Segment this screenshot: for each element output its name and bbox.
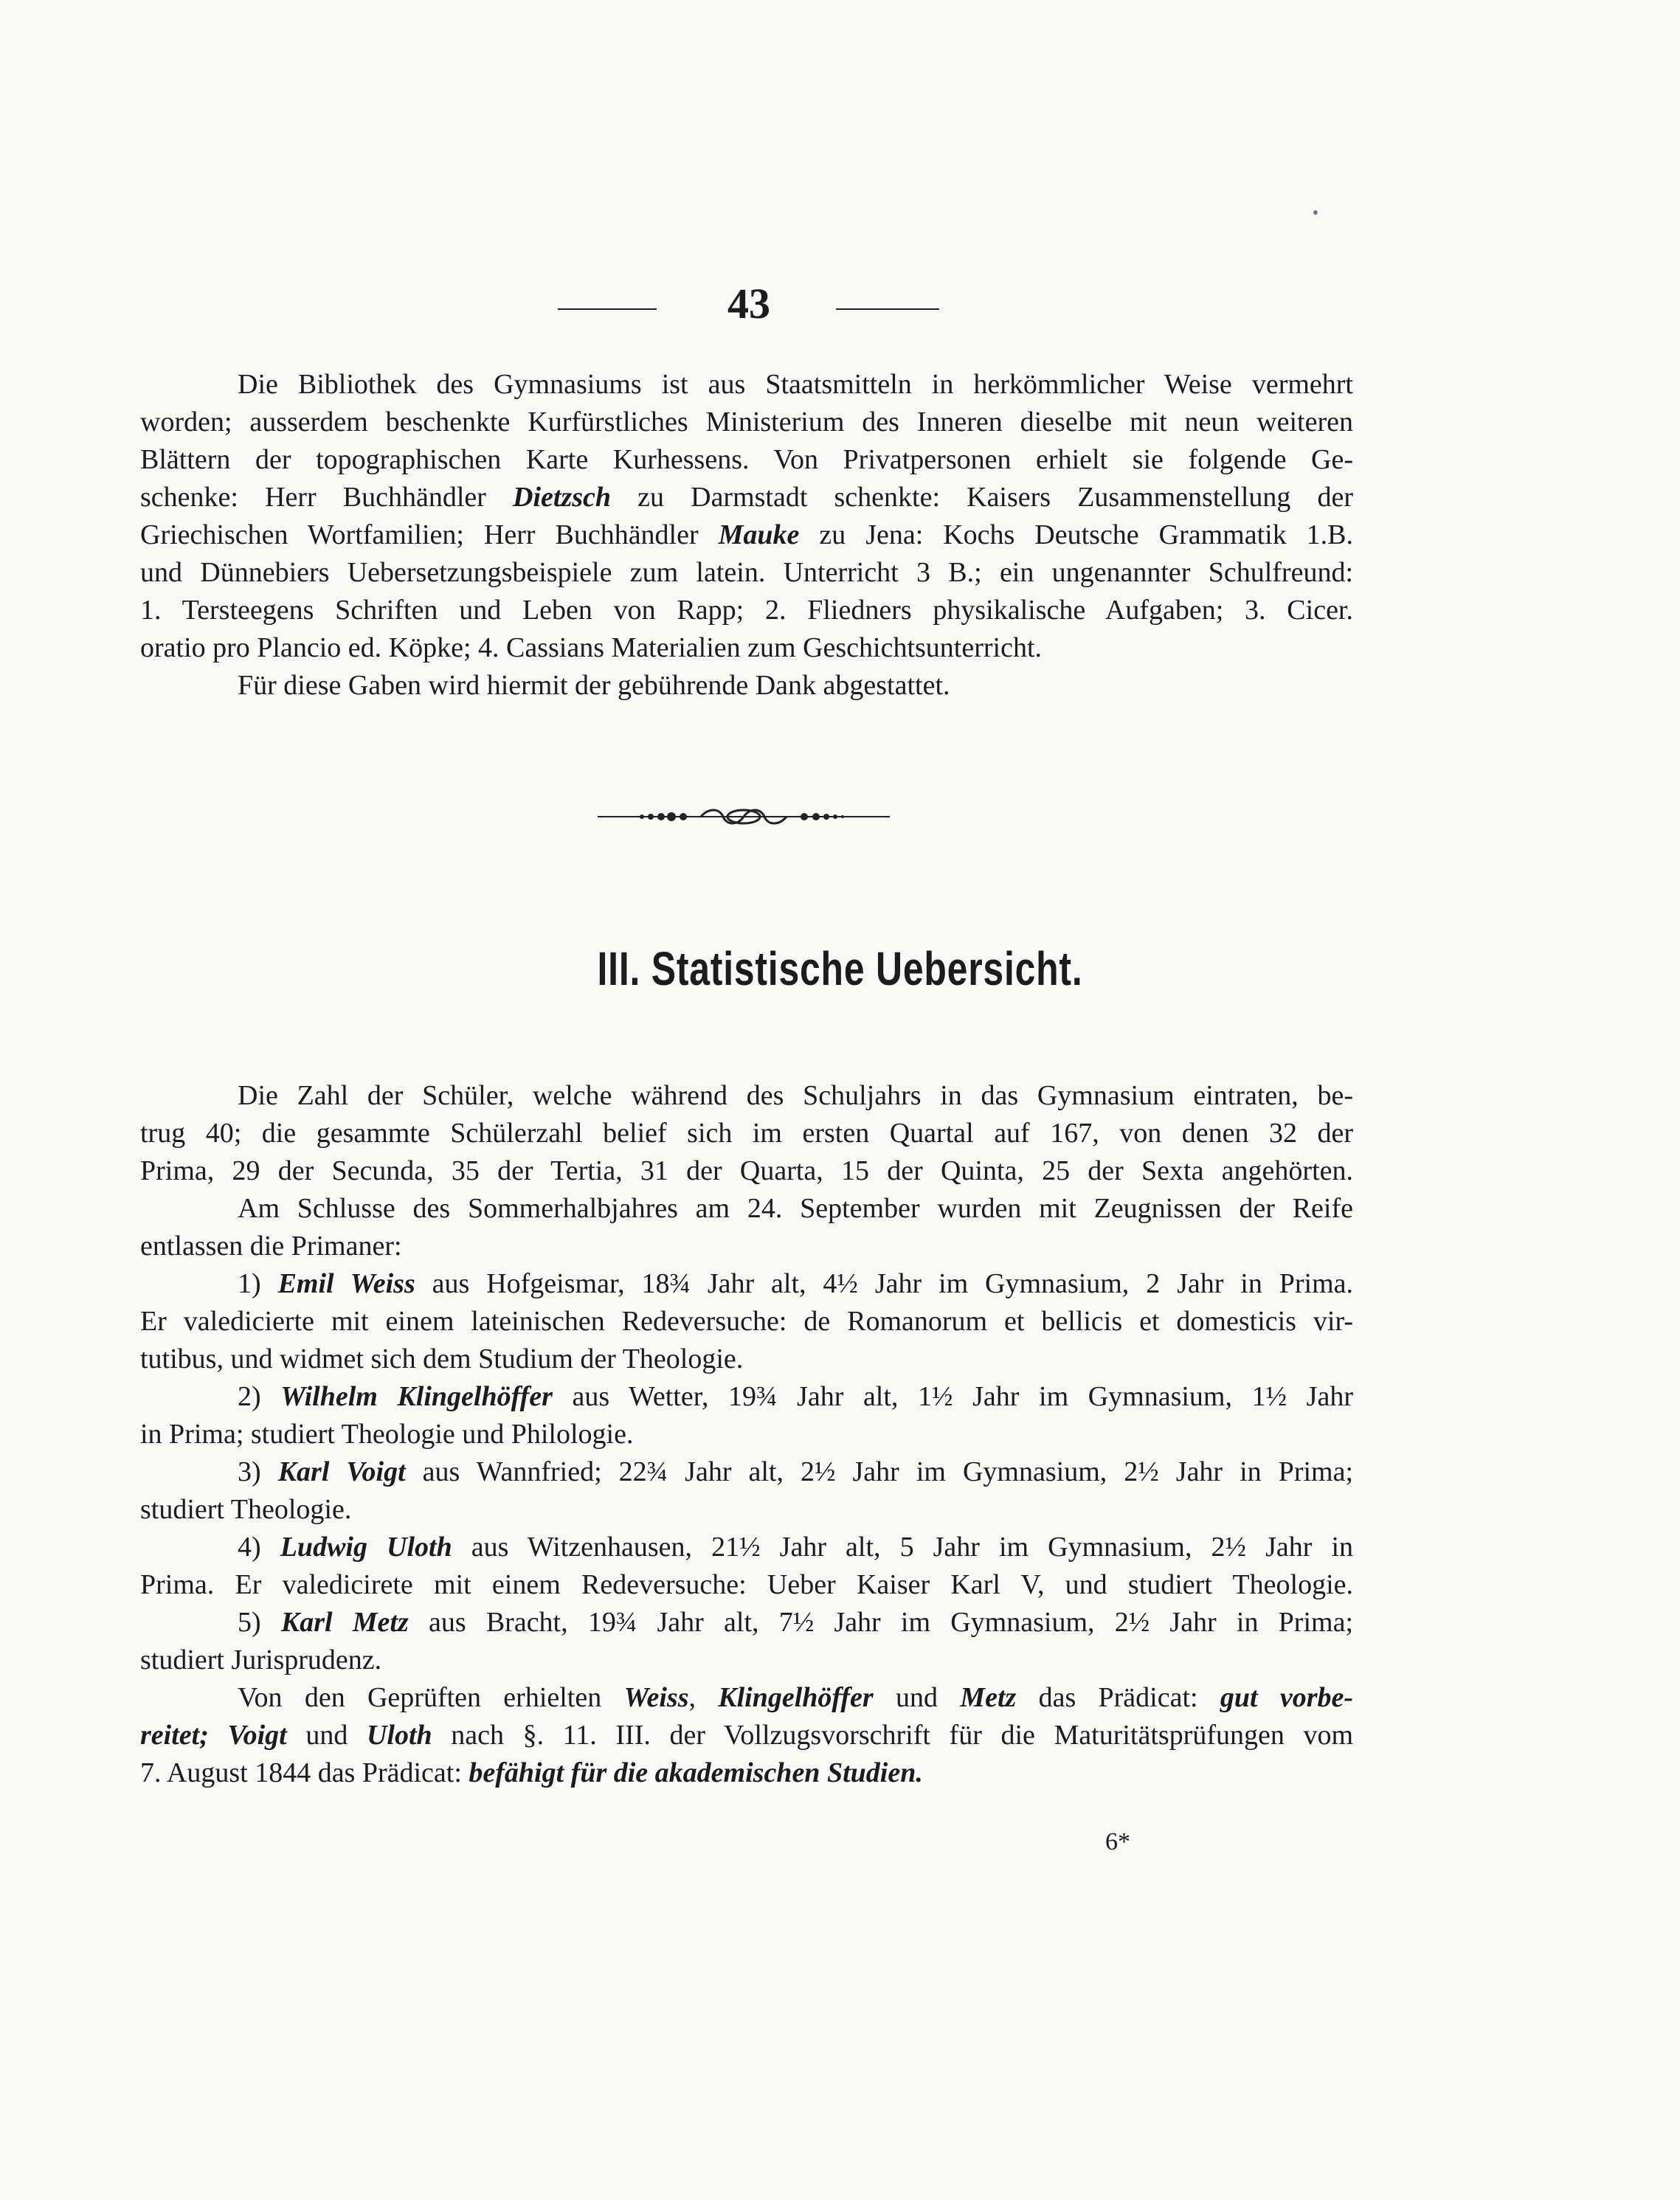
signature-mark: 6* — [1105, 1828, 1130, 1855]
graduate-entry: 2) Wilhelm Klingelhöffer aus Wetter, 19¾ Jahr alt, 1½ Jahr im Gymnasium, 1½ Jahr — [238, 1381, 1353, 1412]
page-header — [0, 279, 1680, 338]
predicate: reitet; — [140, 1720, 209, 1751]
library-paragraph — [140, 366, 1353, 705]
section-title: III. Statistische Uebersicht. — [597, 942, 1083, 995]
text-line: studiert Theologie. — [140, 1494, 352, 1525]
text-line: Er valedicierte mit einem lateinischen Redeversuche: de Romanorum et bellicis et domesticis vir- — [140, 1306, 1353, 1337]
text-line: tutibus, und widmet sich dem Studium der Theologie. — [140, 1343, 744, 1374]
header-rule-right — [836, 308, 939, 310]
text-line: Die Bibliothek des Gymnasiums ist aus Staatsmitteln in herkömmlicher Weise vermehrt — [238, 369, 1353, 400]
graduate-entry: 5) Karl Metz aus Bracht, 19¾ Jahr alt, 7½ Jahr im Gymnasium, 2½ Jahr in Prima; — [238, 1607, 1354, 1638]
statistics-section — [140, 1077, 1353, 1792]
speck — [1313, 210, 1318, 215]
thanks-line: Für diese Gaben wird hiermit der gebührende Dank abgestattet. — [238, 670, 950, 701]
text-line: Prima, 29 der Secunda, 35 der Tertia, 31 der Quarta, 15 der Quinta, 25 der Sexta angehörten. — [140, 1155, 1353, 1186]
graduate-name: Wilhelm Klingelhöffer — [280, 1381, 553, 1412]
graduate-entry: 1) Emil Weiss aus Hofgeismar, 18¾ Jahr alt, 4½ Jahr im Gymnasium, 2 Jahr in Prima. — [238, 1268, 1354, 1299]
graduate-name: Karl Metz — [280, 1607, 409, 1638]
closing-line: Von den Geprüften erhielten Weiss, Klingelhöffer und Metz das Prädicat: gut vorbe- — [238, 1682, 1354, 1713]
text-line: Die Zahl der Schüler, welche während des Schuljahrs in das Gymnasium eintraten, be- — [238, 1080, 1353, 1111]
predicate: befähigt für die akademischen Studien. — [469, 1757, 923, 1788]
ornament-divider — [598, 802, 890, 831]
graduate-name: Ludwig Uloth — [280, 1532, 452, 1563]
graduate-name: Emil Weiss — [277, 1268, 415, 1299]
graduate-entry: 4) Ludwig Uloth aus Witzenhausen, 21½ Jahr alt, 5 Jahr im Gymnasium, 2½ Jahr in — [238, 1532, 1354, 1563]
text-line: worden; ausserdem beschenkte Kurfürstliches Ministerium des Inneren dieselbe mit neun weiteren — [140, 407, 1353, 437]
graduate-name: Karl Voigt — [277, 1456, 406, 1487]
text-line: entlassen die Primaner: — [140, 1231, 402, 1262]
text-line: Blättern der topographischen Karte Kurhessens. Von Privatpersonen erhielt sie folgende Ge- — [140, 444, 1353, 475]
closing-line: 7. August 1844 das Prädicat: befähigt für die akademischen Studien. — [140, 1757, 923, 1788]
closing-line: reitet; Voigt und Uloth nach §. 11. III. der Vollzugsvorschrift für die Maturitätsprüfungen vom — [140, 1720, 1354, 1751]
text-line: 1. Tersteegens Schriften und Leben von Rapp; 2. Fliedners physikalische Aufgaben; 3. Cicer. — [140, 595, 1353, 626]
predicate: gut vorbe- — [1220, 1682, 1354, 1713]
text-line: in Prima; studiert Theologie und Philologie. — [140, 1419, 634, 1450]
text-line: Prima. Er valedicirete mit einem Redeversuche: Ueber Kaiser Karl V, und studiert Theologie. — [140, 1569, 1353, 1600]
text-line: und Dünnebiers Uebersetzungsbeispiele zum latein. Unterricht 3 B.; ein ungenannter Schulfreund: — [140, 557, 1353, 588]
donor-name: Mauke — [718, 519, 800, 550]
header-rule-left — [558, 308, 657, 310]
text-line: studiert Jurisprudenz. — [140, 1644, 382, 1675]
text-line: schenke: Herr Buchhändler Dietzsch zu Darmstadt schenkte: Kaisers Zusammenstellung der — [140, 482, 1353, 513]
donor-name: Dietzsch — [513, 482, 612, 513]
graduate-entry: 3) Karl Voigt aus Wannfried; 22¾ Jahr alt, 2½ Jahr im Gymnasium, 2½ Jahr in Prima; — [238, 1456, 1354, 1487]
text-line: oratio pro Plancio ed. Köpke; 4. Cassians Materialien zum Geschichtsunterricht. — [140, 632, 1043, 663]
text-line: trug 40; die gesammte Schülerzahl belief sich im ersten Quartal auf 167, von denen 32 der — [140, 1118, 1353, 1149]
page-number: 43 — [727, 280, 770, 328]
text-line: Griechischen Wortfamilien; Herr Buchhändler Mauke zu Jena: Kochs Deutsche Grammatik 1.B. — [140, 519, 1353, 550]
text-line: Am Schlusse des Sommerhalbjahres am 24. September wurden mit Zeugnissen der Reife — [238, 1193, 1353, 1224]
